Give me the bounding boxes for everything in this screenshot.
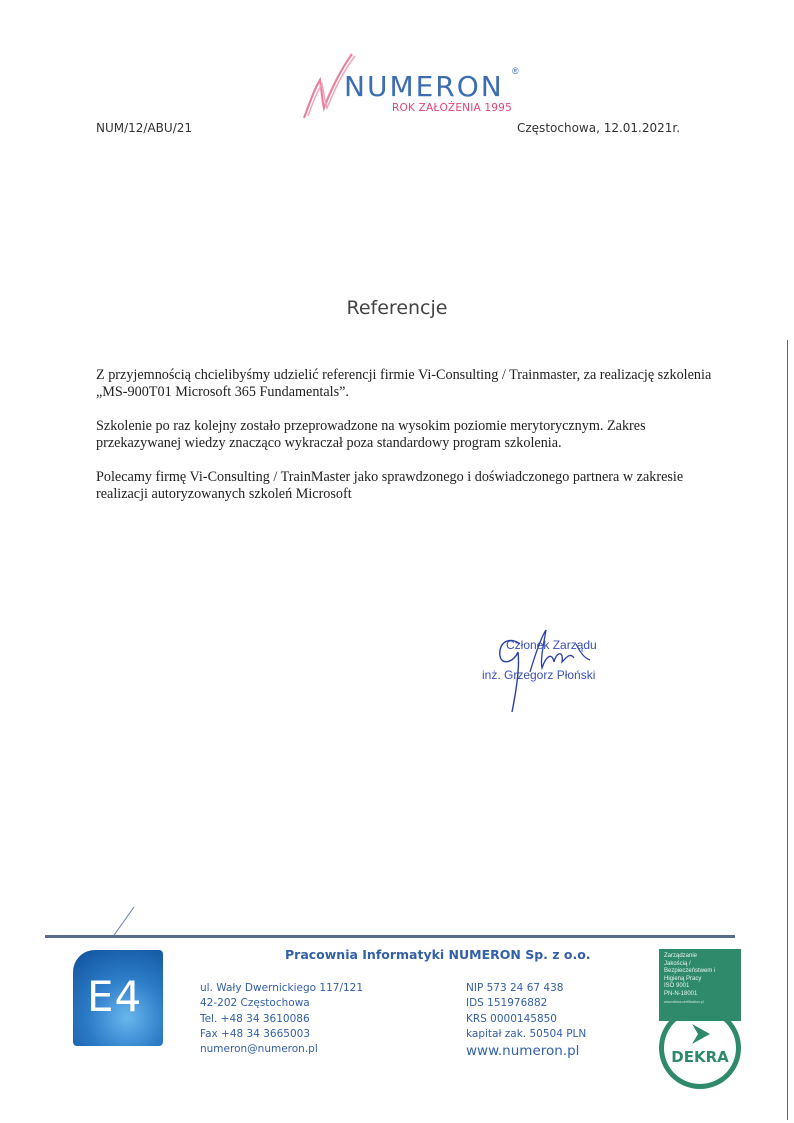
place-date: Częstochowa, 12.01.2021r.	[517, 121, 681, 135]
reference-number: NUM/12/ABU/21	[96, 121, 193, 135]
cert-line: ISO 9001	[664, 983, 690, 989]
e4-logo-text: E4	[87, 972, 143, 1021]
cert-line: Bezpieczeństwem i	[664, 968, 716, 974]
paragraph: Z przyjemnością chcielibyśmy udzielić referencji firmie Vi-Consulting / Trainmaster, za realizację szkolenia „MS-900T01 Microsoft 365 Fundamentals”.	[96, 367, 712, 400]
signatory-name: inż. Grzegorz Płoński	[482, 668, 596, 682]
logo-tagline: ROK ZAŁOŻENIA 1995	[392, 102, 512, 114]
registered-mark: ®	[512, 66, 519, 76]
cert-line: Jakością /	[664, 960, 691, 967]
address-line: 42-202 Częstochowa	[200, 997, 310, 1010]
scan-edge-line	[787, 340, 788, 1120]
handwritten-signature-icon	[480, 622, 640, 717]
paragraph: Szkolenie po raz kolejny zostało przeprowadzone na wysokim poziomie merytorycznym. Zakres przekazywanej wiedzy znacząco wykraczał poza standardowy program szkolenia.	[96, 418, 646, 451]
signature-block	[480, 622, 640, 717]
dekra-brand: DEKRA	[671, 1048, 729, 1066]
cert-line: Higieną Pracy	[664, 975, 702, 982]
ids-line: IDS 151976882	[466, 997, 548, 1010]
capital-line: kapitał zak. 50504 PLN	[466, 1027, 587, 1040]
krs-line: KRS 0000145850	[466, 1012, 557, 1025]
document-title: Referencje	[346, 297, 448, 319]
phone-line: Tel. +48 34 3610086	[200, 1012, 310, 1025]
cert-url: www.dekra-certification.pl	[664, 1000, 704, 1004]
dekra-certificate-badge	[659, 949, 741, 1097]
cert-line: PN-N-18001	[664, 990, 698, 997]
e4-logo	[73, 950, 163, 1046]
paragraph: Polecamy firmę Vi-Consulting / TrainMaster jako sprawdzonego i doświadczonego partnera w zakresie realizacji autoryzowanych szkoleń Microsoft	[96, 469, 684, 502]
company-address	[200, 981, 363, 1057]
signatory-role: Członek Zarządu	[506, 638, 597, 652]
numeron-logo	[300, 52, 530, 122]
dekra-cert-label: certyfikat	[685, 1070, 714, 1077]
website: www.numeron.pl	[466, 1043, 580, 1060]
nip-line: NIP 573 24 67 438	[466, 982, 564, 994]
fax-line: Fax +48 34 3665003	[200, 1027, 311, 1040]
logo-name: NUMERON	[344, 70, 504, 103]
certificate-scope	[659, 949, 741, 1021]
company-name: Pracownia Informatyki NUMERON Sp. z o.o.	[285, 947, 591, 962]
cert-line: Zarządzanie	[664, 953, 698, 959]
footer-divider	[45, 935, 735, 938]
company-registry	[466, 981, 586, 1060]
document-body	[96, 367, 716, 520]
email-line: numeron@numeron.pl	[200, 1043, 318, 1056]
address-line: ul. Wały Dwernickiego 117/121	[200, 982, 364, 994]
